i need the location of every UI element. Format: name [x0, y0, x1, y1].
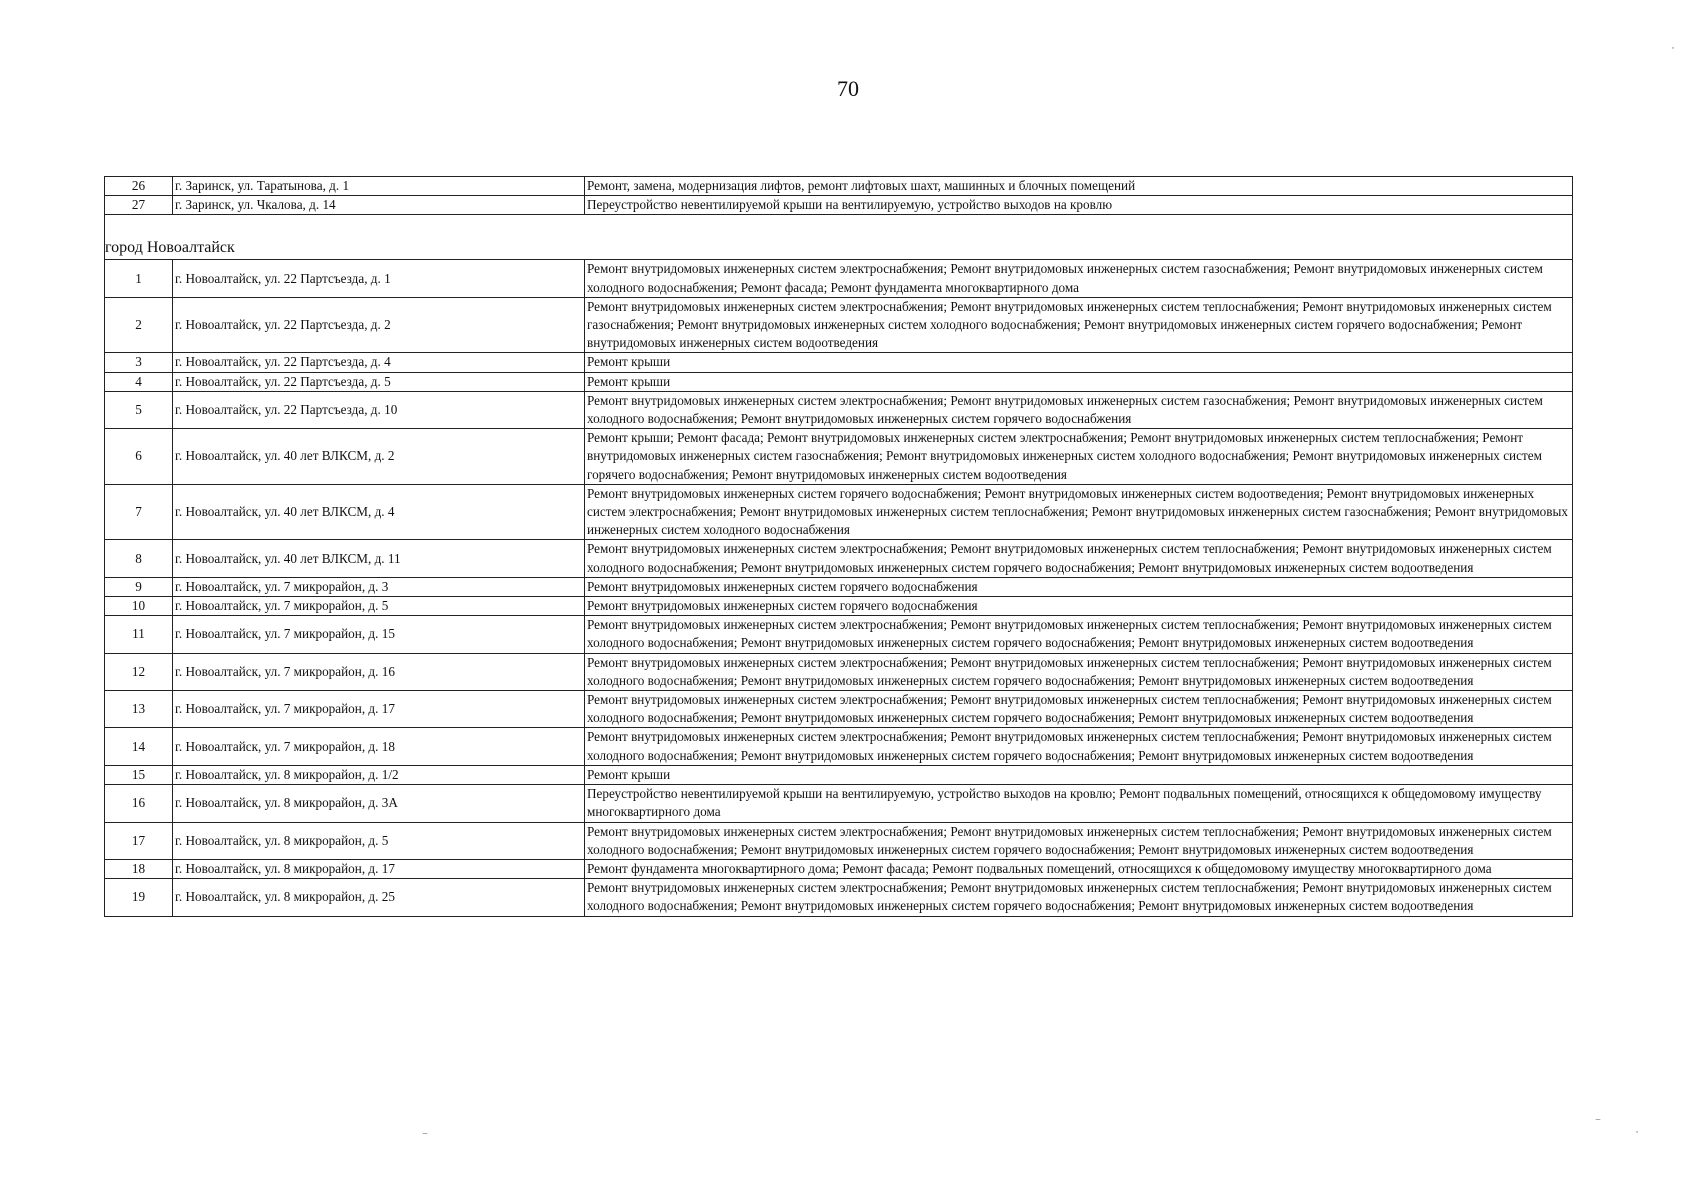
- row-number: 17: [105, 822, 173, 859]
- row-number: 5: [105, 391, 173, 428]
- row-work-list: Ремонт внутридомовых инженерных систем электроснабжения; Ремонт внутридомовых инженерных систем теплоснабжения; Ремонт внутридомовых инженерных систем холодного водоснабжения; Ремонт внутридомовых инженерных систем горячего водоснабжения; Ремонт внутридомовых инженерных систем водоотведения: [585, 540, 1573, 577]
- table-row: [105, 822, 1573, 859]
- table-row: [105, 728, 1573, 765]
- section-row: [105, 215, 1573, 260]
- row-address: г. Новоалтайск, ул. 8 микрорайон, д. 25: [173, 879, 585, 916]
- row-number: 3: [105, 353, 173, 372]
- row-number: 6: [105, 429, 173, 485]
- row-work-list: Ремонт, замена, модернизация лифтов, ремонт лифтовых шахт, машинных и блочных помещений: [585, 177, 1573, 196]
- table-row: [105, 429, 1573, 485]
- table-row: [105, 260, 1573, 297]
- row-address: г. Новоалтайск, ул. 40 лет ВЛКСМ, д. 4: [173, 484, 585, 540]
- row-work-list: Ремонт внутридомовых инженерных систем электроснабжения; Ремонт внутридомовых инженерных систем теплоснабжения; Ремонт внутридомовых инженерных систем холодного водоснабжения; Ремонт внутридомовых инженерных систем горячего водоснабжения; Ремонт внутридомовых инженерных систем водоотведения: [585, 616, 1573, 653]
- row-work-list: Ремонт внутридомовых инженерных систем горячего водоснабжения; Ремонт внутридомовых инженерных систем водоотведения; Ремонт внутридомовых инженерных систем электроснабжения; Ремонт внутридомовых инженерных систем теплоснабжения; Ремонт внутридомовых инженерных систем газоснабжения; Ремонт внутридомовых инженерных систем холодного водоснабжения: [585, 484, 1573, 540]
- table-row: [105, 653, 1573, 690]
- row-number: 19: [105, 879, 173, 916]
- repair-table: [104, 176, 1573, 917]
- table-row: [105, 616, 1573, 653]
- row-address: г. Новоалтайск, ул. 8 микрорайон, д. 1/2: [173, 765, 585, 784]
- row-work-list: Ремонт внутридомовых инженерных систем электроснабжения; Ремонт внутридомовых инженерных систем теплоснабжения; Ремонт внутридомовых инженерных систем холодного водоснабжения; Ремонт внутридомовых инженерных систем горячего водоснабжения; Ремонт внутридомовых инженерных систем водоотведения: [585, 691, 1573, 728]
- row-address: г. Новоалтайск, ул. 40 лет ВЛКСМ, д. 11: [173, 540, 585, 577]
- table-row: [105, 577, 1573, 596]
- row-address: г. Новоалтайск, ул. 22 Партсъезда, д. 10: [173, 391, 585, 428]
- row-work-list: Ремонт внутридомовых инженерных систем электроснабжения; Ремонт внутридомовых инженерных систем газоснабжения; Ремонт внутридомовых инженерных систем холодного водоснабжения; Ремонт фасада; Ремонт фундамента многоквартирного дома: [585, 260, 1573, 297]
- table-row: [105, 691, 1573, 728]
- page-number: 70: [837, 76, 859, 101]
- row-number: 15: [105, 765, 173, 784]
- row-address: г. Новоалтайск, ул. 7 микрорайон, д. 16: [173, 653, 585, 690]
- row-address: г. Новоалтайск, ул. 22 Партсъезда, д. 1: [173, 260, 585, 297]
- row-address: г. Новоалтайск, ул. 22 Партсъезда, д. 4: [173, 353, 585, 372]
- row-work-list: Ремонт крыши: [585, 353, 1573, 372]
- row-address: г. Новоалтайск, ул. 8 микрорайон, д. 5: [173, 822, 585, 859]
- row-work-list: Переустройство невентилируемой крыши на вентилируемую, устройство выходов на кровлю; Ремонт подвальных помещений, относящихся к общедомовому имуществу многоквартирного дома: [585, 785, 1573, 822]
- table-row: [105, 372, 1573, 391]
- table-row: [105, 785, 1573, 822]
- row-number: 7: [105, 484, 173, 540]
- row-number: 27: [105, 196, 173, 215]
- row-work-list: Ремонт внутридомовых инженерных систем электроснабжения; Ремонт внутридомовых инженерных систем теплоснабжения; Ремонт внутридомовых инженерных систем холодного водоснабжения; Ремонт внутридомовых инженерных систем горячего водоснабжения; Ремонт внутридомовых инженерных систем водоотведения: [585, 728, 1573, 765]
- row-work-list: Ремонт внутридомовых инженерных систем горячего водоснабжения: [585, 597, 1573, 616]
- table-row: [105, 597, 1573, 616]
- row-number: 11: [105, 616, 173, 653]
- row-number: 16: [105, 785, 173, 822]
- row-work-list: Ремонт внутридомовых инженерных систем горячего водоснабжения: [585, 577, 1573, 596]
- table-row: [105, 765, 1573, 784]
- section-title: город Новоалтайск: [105, 215, 1573, 260]
- row-address: г. Новоалтайск, ул. 22 Партсъезда, д. 2: [173, 297, 585, 353]
- table-row: [105, 177, 1573, 196]
- table-row: [105, 540, 1573, 577]
- row-address: г. Заринск, ул. Таратынова, д. 1: [173, 177, 585, 196]
- row-number: 2: [105, 297, 173, 353]
- row-work-list: Ремонт крыши; Ремонт фасада; Ремонт внутридомовых инженерных систем электроснабжения; Ремонт внутридомовых инженерных систем теплоснабжения; Ремонт внутридомовых инженерных систем газоснабжения; Ремонт внутридомовых инженерных систем холодного водоснабжения; Ремонт внутридомовых инженерных систем горячего водоснабжения; Ремонт внутридомовых инженерных систем водоотведения: [585, 429, 1573, 485]
- row-address: г. Новоалтайск, ул. 8 микрорайон, д. 3А: [173, 785, 585, 822]
- scan-speck: ˙: [1635, 1128, 1639, 1142]
- row-number: 26: [105, 177, 173, 196]
- table-row: [105, 353, 1573, 372]
- row-number: 18: [105, 859, 173, 878]
- table-row: [105, 391, 1573, 428]
- row-address: г. Новоалтайск, ул. 22 Партсъезда, д. 5: [173, 372, 585, 391]
- row-number: 14: [105, 728, 173, 765]
- table-row: [105, 484, 1573, 540]
- row-work-list: Ремонт крыши: [585, 372, 1573, 391]
- row-address: г. Новоалтайск, ул. 7 микрорайон, д. 18: [173, 728, 585, 765]
- scan-speck: ‾: [423, 1132, 427, 1146]
- row-number: 12: [105, 653, 173, 690]
- row-work-list: Переустройство невентилируемой крыши на вентилируемую, устройство выходов на кровлю: [585, 196, 1573, 215]
- row-number: 1: [105, 260, 173, 297]
- table-row: [105, 859, 1573, 878]
- scan-speck: ‾: [1596, 1118, 1600, 1132]
- row-number: 9: [105, 577, 173, 596]
- row-work-list: Ремонт внутридомовых инженерных систем электроснабжения; Ремонт внутридомовых инженерных систем теплоснабжения; Ремонт внутридомовых инженерных систем холодного водоснабжения; Ремонт внутридомовых инженерных систем горячего водоснабжения; Ремонт внутридомовых инженерных систем водоотведения: [585, 879, 1573, 916]
- row-number: 10: [105, 597, 173, 616]
- row-address: г. Новоалтайск, ул. 8 микрорайон, д. 17: [173, 859, 585, 878]
- row-work-list: Ремонт крыши: [585, 765, 1573, 784]
- row-work-list: Ремонт фундамента многоквартирного дома; Ремонт фасада; Ремонт подвальных помещений, относящихся к общедомовому имуществу многоквартирного дома: [585, 859, 1573, 878]
- row-address: г. Новоалтайск, ул. 7 микрорайон, д. 17: [173, 691, 585, 728]
- row-work-list: Ремонт внутридомовых инженерных систем электроснабжения; Ремонт внутридомовых инженерных систем газоснабжения; Ремонт внутридомовых инженерных систем холодного водоснабжения; Ремонт внутридомовых инженерных систем горячего водоснабжения: [585, 391, 1573, 428]
- row-address: г. Заринск, ул. Чкалова, д. 14: [173, 196, 585, 215]
- table-row: [105, 196, 1573, 215]
- scan-speck: ˙: [1671, 44, 1675, 58]
- row-address: г. Новоалтайск, ул. 7 микрорайон, д. 3: [173, 577, 585, 596]
- table-row: [105, 879, 1573, 916]
- row-address: г. Новоалтайск, ул. 7 микрорайон, д. 15: [173, 616, 585, 653]
- row-address: г. Новоалтайск, ул. 7 микрорайон, д. 5: [173, 597, 585, 616]
- row-number: 4: [105, 372, 173, 391]
- row-work-list: Ремонт внутридомовых инженерных систем электроснабжения; Ремонт внутридомовых инженерных систем теплоснабжения; Ремонт внутридомовых инженерных систем холодного водоснабжения; Ремонт внутридомовых инженерных систем горячего водоснабжения; Ремонт внутридомовых инженерных систем водоотведения: [585, 822, 1573, 859]
- table-row: [105, 297, 1573, 353]
- row-address: г. Новоалтайск, ул. 40 лет ВЛКСМ, д. 2: [173, 429, 585, 485]
- row-number: 13: [105, 691, 173, 728]
- row-number: 8: [105, 540, 173, 577]
- row-work-list: Ремонт внутридомовых инженерных систем электроснабжения; Ремонт внутридомовых инженерных систем теплоснабжения; Ремонт внутридомовых инженерных систем газоснабжения; Ремонт внутридомовых инженерных систем холодного водоснабжения; Ремонт внутридомовых инженерных систем горячего водоснабжения; Ремонт внутридомовых инженерных систем водоотведения: [585, 297, 1573, 353]
- row-work-list: Ремонт внутридомовых инженерных систем электроснабжения; Ремонт внутридомовых инженерных систем теплоснабжения; Ремонт внутридомовых инженерных систем холодного водоснабжения; Ремонт внутридомовых инженерных систем горячего водоснабжения; Ремонт внутридомовых инженерных систем водоотведения: [585, 653, 1573, 690]
